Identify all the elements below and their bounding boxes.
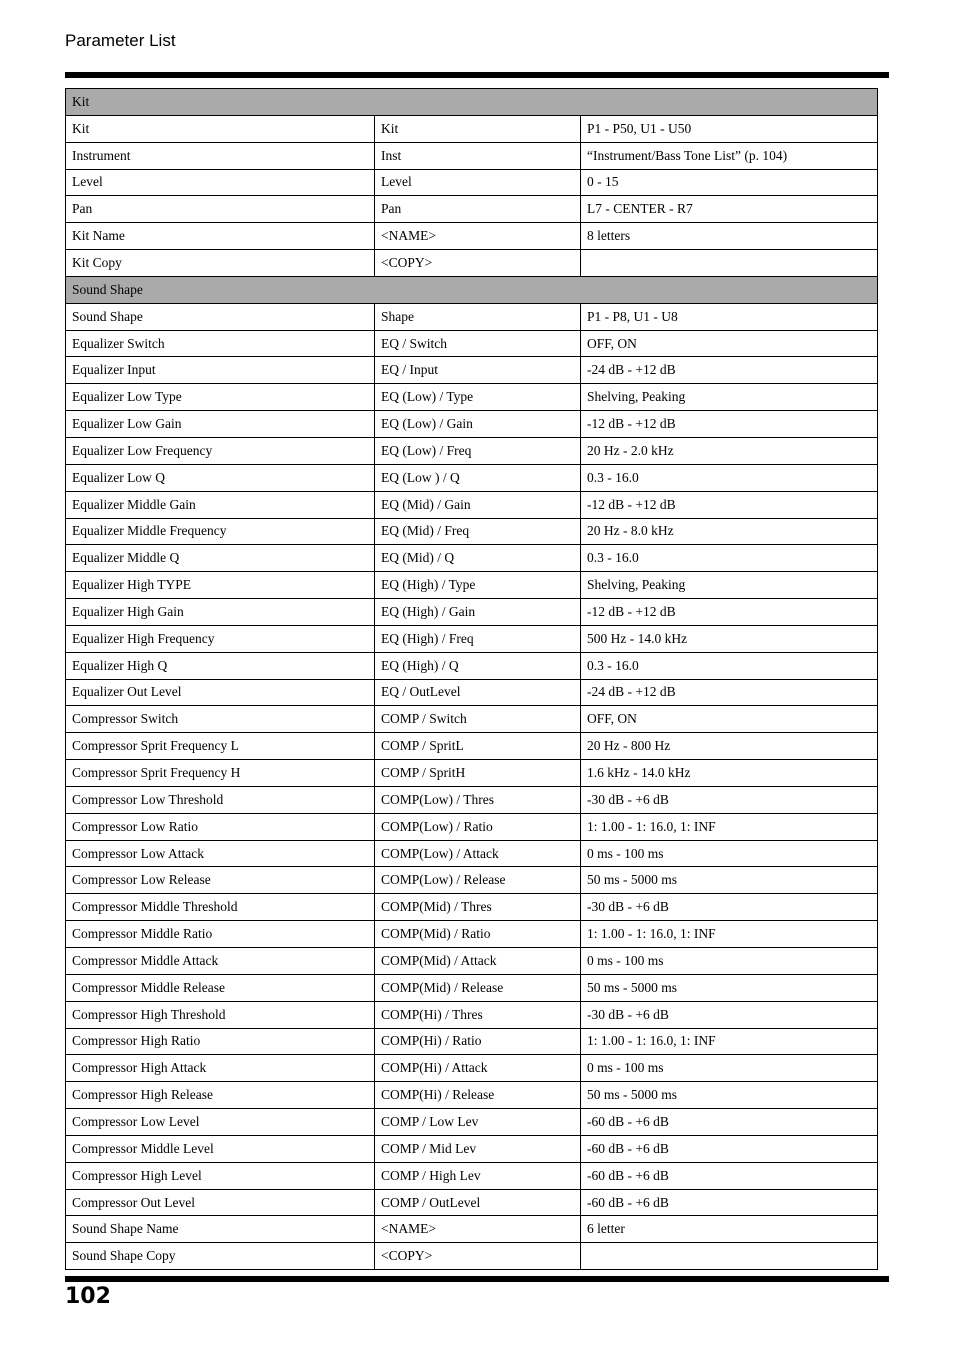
parameter-name-cell: Equalizer Low Type: [66, 384, 375, 411]
value-range-cell: P1 - P50, U1 - U50: [581, 115, 878, 142]
table-row: [66, 1189, 878, 1216]
table-row: [66, 330, 878, 357]
table-row: [66, 411, 878, 438]
display-name-cell: COMP / Mid Lev: [375, 1135, 581, 1162]
table-row: [66, 572, 878, 599]
table-row: [66, 599, 878, 626]
display-name-cell: COMP(Mid) / Attack: [375, 948, 581, 975]
display-name-cell: Pan: [375, 196, 581, 223]
value-range-cell: [581, 250, 878, 277]
parameter-name-cell: Instrument: [66, 142, 375, 169]
display-name-cell: EQ (High) / Freq: [375, 625, 581, 652]
display-name-cell: COMP / High Lev: [375, 1162, 581, 1189]
table-row: [66, 545, 878, 572]
parameter-name-cell: Compressor Switch: [66, 706, 375, 733]
parameter-name-cell: Compressor Middle Ratio: [66, 921, 375, 948]
table-row: [66, 786, 878, 813]
table-row: [66, 223, 878, 250]
parameter-name-cell: Sound Shape: [66, 303, 375, 330]
display-name-cell: EQ (High) / Type: [375, 572, 581, 599]
header-rule: [65, 72, 889, 78]
parameter-name-cell: Kit Copy: [66, 250, 375, 277]
parameter-name-cell: Compressor Middle Attack: [66, 948, 375, 975]
display-name-cell: EQ / Switch: [375, 330, 581, 357]
table-row: [66, 303, 878, 330]
table-row: [66, 706, 878, 733]
table-row: [66, 679, 878, 706]
display-name-cell: EQ (High) / Q: [375, 652, 581, 679]
display-name-cell: <NAME>: [375, 1216, 581, 1243]
display-name-cell: COMP / Switch: [375, 706, 581, 733]
parameter-name-cell: Kit Name: [66, 223, 375, 250]
value-range-cell: -30 dB - +6 dB: [581, 1001, 878, 1028]
display-name-cell: COMP / OutLevel: [375, 1189, 581, 1216]
display-name-cell: COMP(Mid) / Release: [375, 974, 581, 1001]
parameter-name-cell: Sound Shape Copy: [66, 1243, 375, 1270]
table-row: [66, 652, 878, 679]
parameter-name-cell: Equalizer Middle Gain: [66, 491, 375, 518]
parameter-name-cell: Compressor High Threshold: [66, 1001, 375, 1028]
display-name-cell: Kit: [375, 115, 581, 142]
table-row: [66, 840, 878, 867]
display-name-cell: COMP / Low Lev: [375, 1109, 581, 1136]
value-range-cell: 500 Hz - 14.0 kHz: [581, 625, 878, 652]
display-name-cell: COMP / SpritH: [375, 760, 581, 787]
value-range-cell: 1: 1.00 - 1: 16.0, 1: INF: [581, 1028, 878, 1055]
table-row: [66, 196, 878, 223]
parameter-name-cell: Compressor Low Attack: [66, 840, 375, 867]
parameter-name-cell: Compressor Sprit Frequency L: [66, 733, 375, 760]
display-name-cell: EQ (Low ) / Q: [375, 464, 581, 491]
table-row: [66, 357, 878, 384]
section-title: Kit: [66, 89, 878, 116]
value-range-cell: 0.3 - 16.0: [581, 652, 878, 679]
value-range-cell: 20 Hz - 8.0 kHz: [581, 518, 878, 545]
parameter-name-cell: Compressor Middle Level: [66, 1135, 375, 1162]
display-name-cell: EQ / Input: [375, 357, 581, 384]
parameter-name-cell: Equalizer Low Frequency: [66, 437, 375, 464]
parameter-name-cell: Equalizer Out Level: [66, 679, 375, 706]
value-range-cell: -30 dB - +6 dB: [581, 786, 878, 813]
display-name-cell: COMP(Hi) / Thres: [375, 1001, 581, 1028]
value-range-cell: Shelving, Peaking: [581, 384, 878, 411]
display-name-cell: EQ (Low) / Gain: [375, 411, 581, 438]
display-name-cell: EQ (High) / Gain: [375, 599, 581, 626]
value-range-cell: -60 dB - +6 dB: [581, 1135, 878, 1162]
table-row: [66, 733, 878, 760]
table-row: [66, 1216, 878, 1243]
value-range-cell: OFF, ON: [581, 330, 878, 357]
table-row: [66, 169, 878, 196]
value-range-cell: 0 ms - 100 ms: [581, 948, 878, 975]
value-range-cell: -24 dB - +12 dB: [581, 679, 878, 706]
value-range-cell: 50 ms - 5000 ms: [581, 1082, 878, 1109]
parameter-name-cell: Equalizer Middle Frequency: [66, 518, 375, 545]
value-range-cell: L7 - CENTER - R7: [581, 196, 878, 223]
value-range-cell: 50 ms - 5000 ms: [581, 974, 878, 1001]
page-header-title: Parameter List: [65, 31, 176, 50]
display-name-cell: Inst: [375, 142, 581, 169]
value-range-cell: -24 dB - +12 dB: [581, 357, 878, 384]
parameter-name-cell: Compressor Low Ratio: [66, 813, 375, 840]
parameter-name-cell: Equalizer High Q: [66, 652, 375, 679]
parameter-name-cell: Kit: [66, 115, 375, 142]
table-row: [66, 1109, 878, 1136]
table-row: [66, 1082, 878, 1109]
parameter-table-body: [66, 89, 878, 1270]
parameter-table: [65, 88, 878, 1270]
value-range-cell: 1: 1.00 - 1: 16.0, 1: INF: [581, 921, 878, 948]
table-row: [66, 437, 878, 464]
value-range-cell: OFF, ON: [581, 706, 878, 733]
parameter-name-cell: Equalizer Low Gain: [66, 411, 375, 438]
value-range-cell: 1: 1.00 - 1: 16.0, 1: INF: [581, 813, 878, 840]
table-row: [66, 142, 878, 169]
value-range-cell: -12 dB - +12 dB: [581, 411, 878, 438]
parameter-name-cell: Compressor Low Release: [66, 867, 375, 894]
display-name-cell: COMP(Mid) / Ratio: [375, 921, 581, 948]
parameter-name-cell: Equalizer Low Q: [66, 464, 375, 491]
value-range-cell: 0 ms - 100 ms: [581, 1055, 878, 1082]
display-name-cell: EQ / OutLevel: [375, 679, 581, 706]
table-row: [66, 384, 878, 411]
display-name-cell: COMP(Hi) / Attack: [375, 1055, 581, 1082]
display-name-cell: COMP(Low) / Release: [375, 867, 581, 894]
table-row: [66, 250, 878, 277]
parameter-name-cell: Equalizer High Gain: [66, 599, 375, 626]
value-range-cell: 20 Hz - 800 Hz: [581, 733, 878, 760]
parameter-name-cell: Compressor Out Level: [66, 1189, 375, 1216]
value-range-cell: 50 ms - 5000 ms: [581, 867, 878, 894]
value-range-cell: -60 dB - +6 dB: [581, 1162, 878, 1189]
section-header-row: [66, 89, 878, 116]
page-number: 102: [65, 1284, 111, 1309]
value-range-cell: 0 ms - 100 ms: [581, 840, 878, 867]
display-name-cell: Level: [375, 169, 581, 196]
parameter-name-cell: Compressor High Ratio: [66, 1028, 375, 1055]
value-range-cell: 20 Hz - 2.0 kHz: [581, 437, 878, 464]
table-row: [66, 1028, 878, 1055]
parameter-name-cell: Level: [66, 169, 375, 196]
parameter-name-cell: Pan: [66, 196, 375, 223]
parameter-name-cell: Equalizer Input: [66, 357, 375, 384]
table-row: [66, 625, 878, 652]
value-range-cell: -12 dB - +12 dB: [581, 491, 878, 518]
table-row: [66, 518, 878, 545]
parameter-name-cell: Compressor Low Threshold: [66, 786, 375, 813]
value-range-cell: 0.3 - 16.0: [581, 545, 878, 572]
display-name-cell: <NAME>: [375, 223, 581, 250]
value-range-cell: Shelving, Peaking: [581, 572, 878, 599]
parameter-name-cell: Sound Shape Name: [66, 1216, 375, 1243]
value-range-cell: “Instrument/Bass Tone List” (p. 104): [581, 142, 878, 169]
display-name-cell: EQ (Mid) / Q: [375, 545, 581, 572]
parameter-name-cell: Compressor Sprit Frequency H: [66, 760, 375, 787]
parameter-name-cell: Compressor Middle Release: [66, 974, 375, 1001]
parameter-name-cell: Equalizer Middle Q: [66, 545, 375, 572]
display-name-cell: <COPY>: [375, 1243, 581, 1270]
parameter-name-cell: Compressor High Level: [66, 1162, 375, 1189]
parameter-name-cell: Compressor High Release: [66, 1082, 375, 1109]
value-range-cell: 8 letters: [581, 223, 878, 250]
value-range-cell: [581, 1243, 878, 1270]
table-row: [66, 464, 878, 491]
value-range-cell: -12 dB - +12 dB: [581, 599, 878, 626]
parameter-name-cell: Compressor Middle Threshold: [66, 894, 375, 921]
table-row: [66, 1055, 878, 1082]
display-name-cell: COMP(Hi) / Ratio: [375, 1028, 581, 1055]
table-row: [66, 1162, 878, 1189]
display-name-cell: EQ (Low) / Freq: [375, 437, 581, 464]
display-name-cell: COMP(Hi) / Release: [375, 1082, 581, 1109]
table-row: [66, 1243, 878, 1270]
table-row: [66, 948, 878, 975]
display-name-cell: EQ (Low) / Type: [375, 384, 581, 411]
value-range-cell: P1 - P8, U1 - U8: [581, 303, 878, 330]
parameter-name-cell: Equalizer High TYPE: [66, 572, 375, 599]
display-name-cell: COMP(Mid) / Thres: [375, 894, 581, 921]
display-name-cell: EQ (Mid) / Gain: [375, 491, 581, 518]
section-title: Sound Shape: [66, 276, 878, 303]
parameter-name-cell: Compressor Low Level: [66, 1109, 375, 1136]
value-range-cell: -60 dB - +6 dB: [581, 1109, 878, 1136]
table-row: [66, 813, 878, 840]
value-range-cell: -60 dB - +6 dB: [581, 1189, 878, 1216]
display-name-cell: COMP(Low) / Attack: [375, 840, 581, 867]
table-row: [66, 115, 878, 142]
table-row: [66, 1135, 878, 1162]
parameter-name-cell: Equalizer Switch: [66, 330, 375, 357]
section-header-row: [66, 276, 878, 303]
table-row: [66, 1001, 878, 1028]
table-row: [66, 921, 878, 948]
table-row: [66, 867, 878, 894]
display-name-cell: <COPY>: [375, 250, 581, 277]
display-name-cell: COMP(Low) / Ratio: [375, 813, 581, 840]
display-name-cell: Shape: [375, 303, 581, 330]
parameter-name-cell: Equalizer High Frequency: [66, 625, 375, 652]
display-name-cell: COMP(Low) / Thres: [375, 786, 581, 813]
value-range-cell: 0 - 15: [581, 169, 878, 196]
value-range-cell: 6 letter: [581, 1216, 878, 1243]
table-row: [66, 760, 878, 787]
table-row: [66, 491, 878, 518]
footer-rule: [65, 1276, 889, 1282]
display-name-cell: EQ (Mid) / Freq: [375, 518, 581, 545]
value-range-cell: -30 dB - +6 dB: [581, 894, 878, 921]
table-row: [66, 894, 878, 921]
value-range-cell: 0.3 - 16.0: [581, 464, 878, 491]
display-name-cell: COMP / SpritL: [375, 733, 581, 760]
table-row: [66, 974, 878, 1001]
value-range-cell: 1.6 kHz - 14.0 kHz: [581, 760, 878, 787]
parameter-name-cell: Compressor High Attack: [66, 1055, 375, 1082]
